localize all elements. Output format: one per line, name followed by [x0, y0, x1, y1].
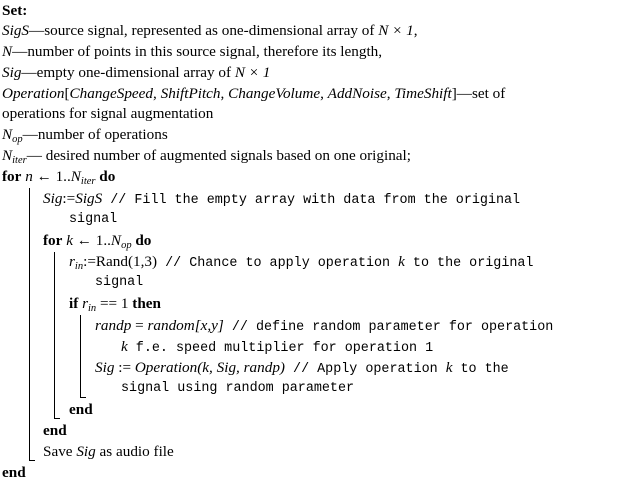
- assign-rin-lhs: r: [69, 253, 75, 270]
- kw-then: then: [132, 295, 161, 312]
- operation-close-bracket: ]: [451, 85, 457, 102]
- definition-n: [2, 42, 382, 61]
- var-n: N: [2, 43, 13, 60]
- assign-sig-line: [43, 189, 520, 208]
- definition-operation-cont: operations for signal augmentation: [2, 105, 214, 122]
- save-post: as audio file: [95, 443, 174, 460]
- assign-sig-op: :=: [62, 190, 76, 207]
- kw-for-outer: for: [2, 168, 22, 185]
- assign-sig-comment-cont: signal: [69, 212, 118, 227]
- assign-randp-line: [95, 316, 553, 335]
- outer-loop-arrow: ←: [36, 168, 52, 185]
- assign-randp-comment-cont-line: [121, 337, 433, 356]
- inner-for-scope-tick: [54, 418, 60, 419]
- assign-op-comment-cont: signal using random parameter: [121, 381, 355, 396]
- definition-sig: [2, 63, 270, 82]
- kw-do-outer: do: [99, 168, 116, 185]
- assign-op-rhs-args: (k, Sig, randp): [197, 359, 285, 376]
- var-n-iter-sub: iter: [12, 155, 27, 166]
- op-change-speed: ChangeSpeed: [69, 85, 154, 102]
- end-if: end: [69, 401, 93, 418]
- var-n-iter: N: [2, 147, 13, 164]
- definition-sigs: [2, 21, 418, 40]
- definition-n-iter: [2, 146, 411, 165]
- var-sig: Sig: [2, 64, 22, 81]
- assign-op-comment-tail: to the: [452, 362, 509, 377]
- if-cond-var: r: [82, 295, 88, 312]
- assign-rin-line: [69, 252, 533, 271]
- op-time-shift: TimeShift: [394, 85, 452, 102]
- if-scope-bar: [80, 315, 81, 398]
- assign-randp-lhs: randp: [95, 317, 132, 334]
- kw-for-inner: for: [43, 232, 63, 249]
- definition-sigs-dims: N × 1: [378, 22, 414, 39]
- assign-op-comment-var: k: [445, 359, 453, 376]
- assign-rin-lhs-sub: in: [74, 261, 84, 272]
- if-cond-sub: in: [88, 303, 97, 314]
- assign-rin-comment-var: k: [398, 253, 405, 270]
- var-operation: Operation: [2, 85, 65, 102]
- outer-for-line: [2, 167, 115, 186]
- assign-rin-op: :=: [83, 253, 96, 270]
- save-line: [43, 442, 174, 461]
- outer-for-scope-bar: [29, 188, 30, 461]
- if-cond-value: 1: [120, 295, 129, 312]
- definition-operation-desc: —set of: [456, 85, 506, 102]
- kw-if: if: [69, 295, 79, 312]
- assign-rin-comment: // Chance to apply operation: [157, 256, 399, 271]
- op-shift-pitch: ShiftPitch: [160, 85, 221, 102]
- save-var: Sig: [76, 443, 96, 460]
- outer-loop-limit-sub: iter: [80, 176, 96, 187]
- outer-loop-range: 1..: [55, 168, 71, 185]
- inner-loop-var: k: [66, 232, 73, 249]
- assign-rin-comment-cont: signal: [95, 275, 144, 290]
- definition-n-desc: —number of points in this source signal, therefore its length,: [12, 43, 383, 60]
- var-n-op: N: [2, 126, 13, 143]
- assign-randp-comment-cont: f.e. speed multiplier for operation 1: [127, 341, 434, 356]
- definition-n-op-desc: —number of operations: [22, 126, 168, 143]
- assign-sig-rhs: SigS: [75, 190, 103, 207]
- set-header: Set:: [2, 2, 28, 19]
- if-scope-tick: [80, 397, 86, 398]
- definition-sig-desc: —empty one-dimensional array of: [21, 64, 235, 81]
- outer-loop-var: n: [25, 168, 33, 185]
- assign-op-rhs-fn: Operation: [134, 359, 198, 376]
- outer-loop-limit: N: [70, 168, 81, 185]
- op-change-volume: ChangeVolume: [228, 85, 321, 102]
- definition-sig-dims: N × 1: [234, 64, 271, 81]
- var-n-op-sub: op: [12, 134, 23, 145]
- definition-operation: Operation[ChangeSpeed, ShiftPitch, ChangeVolume, AddNoise, TimeShift]—set of: [2, 85, 506, 102]
- assign-rin-comment-tail: to the original: [404, 256, 534, 271]
- inner-for-line: [43, 231, 151, 250]
- definition-n-op: [2, 125, 168, 144]
- if-line: [69, 294, 161, 313]
- assign-rin-rhs: Rand(1,3): [95, 253, 158, 270]
- var-sigs: SigS: [2, 22, 30, 39]
- inner-loop-limit-sub: op: [121, 240, 132, 251]
- assign-op-op: :=: [118, 359, 132, 376]
- inner-loop-arrow: ←: [76, 232, 92, 249]
- end-outer-for: end: [2, 464, 26, 481]
- definition-sigs-desc: —source signal, represented as one-dimensional array of: [29, 22, 379, 39]
- outer-for-scope-tick: [29, 460, 35, 461]
- kw-do-inner: do: [135, 232, 152, 249]
- inner-loop-limit: N: [110, 232, 122, 249]
- assign-randp-comment-cont-var: k: [121, 338, 128, 355]
- assign-randp-op: =: [135, 317, 144, 334]
- save-pre: Save: [43, 443, 77, 460]
- assign-randp-comment: // define random parameter for operation: [223, 320, 554, 335]
- op-add-noise: AddNoise: [327, 85, 387, 102]
- assign-op-lhs: Sig: [95, 359, 115, 376]
- assign-sig-comment: // Fill the empty array with data from the original: [102, 193, 521, 208]
- assign-sig-lhs: Sig: [43, 190, 63, 207]
- definition-sigs-tail: ,: [413, 22, 418, 39]
- assign-randp-rhs: random[x,y]: [147, 317, 224, 334]
- operation-open-bracket: [: [64, 85, 70, 102]
- inner-for-scope-bar: [54, 252, 55, 419]
- if-cond-op: ==: [99, 295, 118, 312]
- assign-op-comment: // Apply operation: [285, 362, 446, 377]
- assign-op-line: [95, 358, 509, 377]
- inner-loop-range: 1..: [95, 232, 111, 249]
- end-inner-for: end: [43, 422, 67, 439]
- definition-n-iter-desc: — desired number of augmented signals based on one original;: [26, 147, 411, 164]
